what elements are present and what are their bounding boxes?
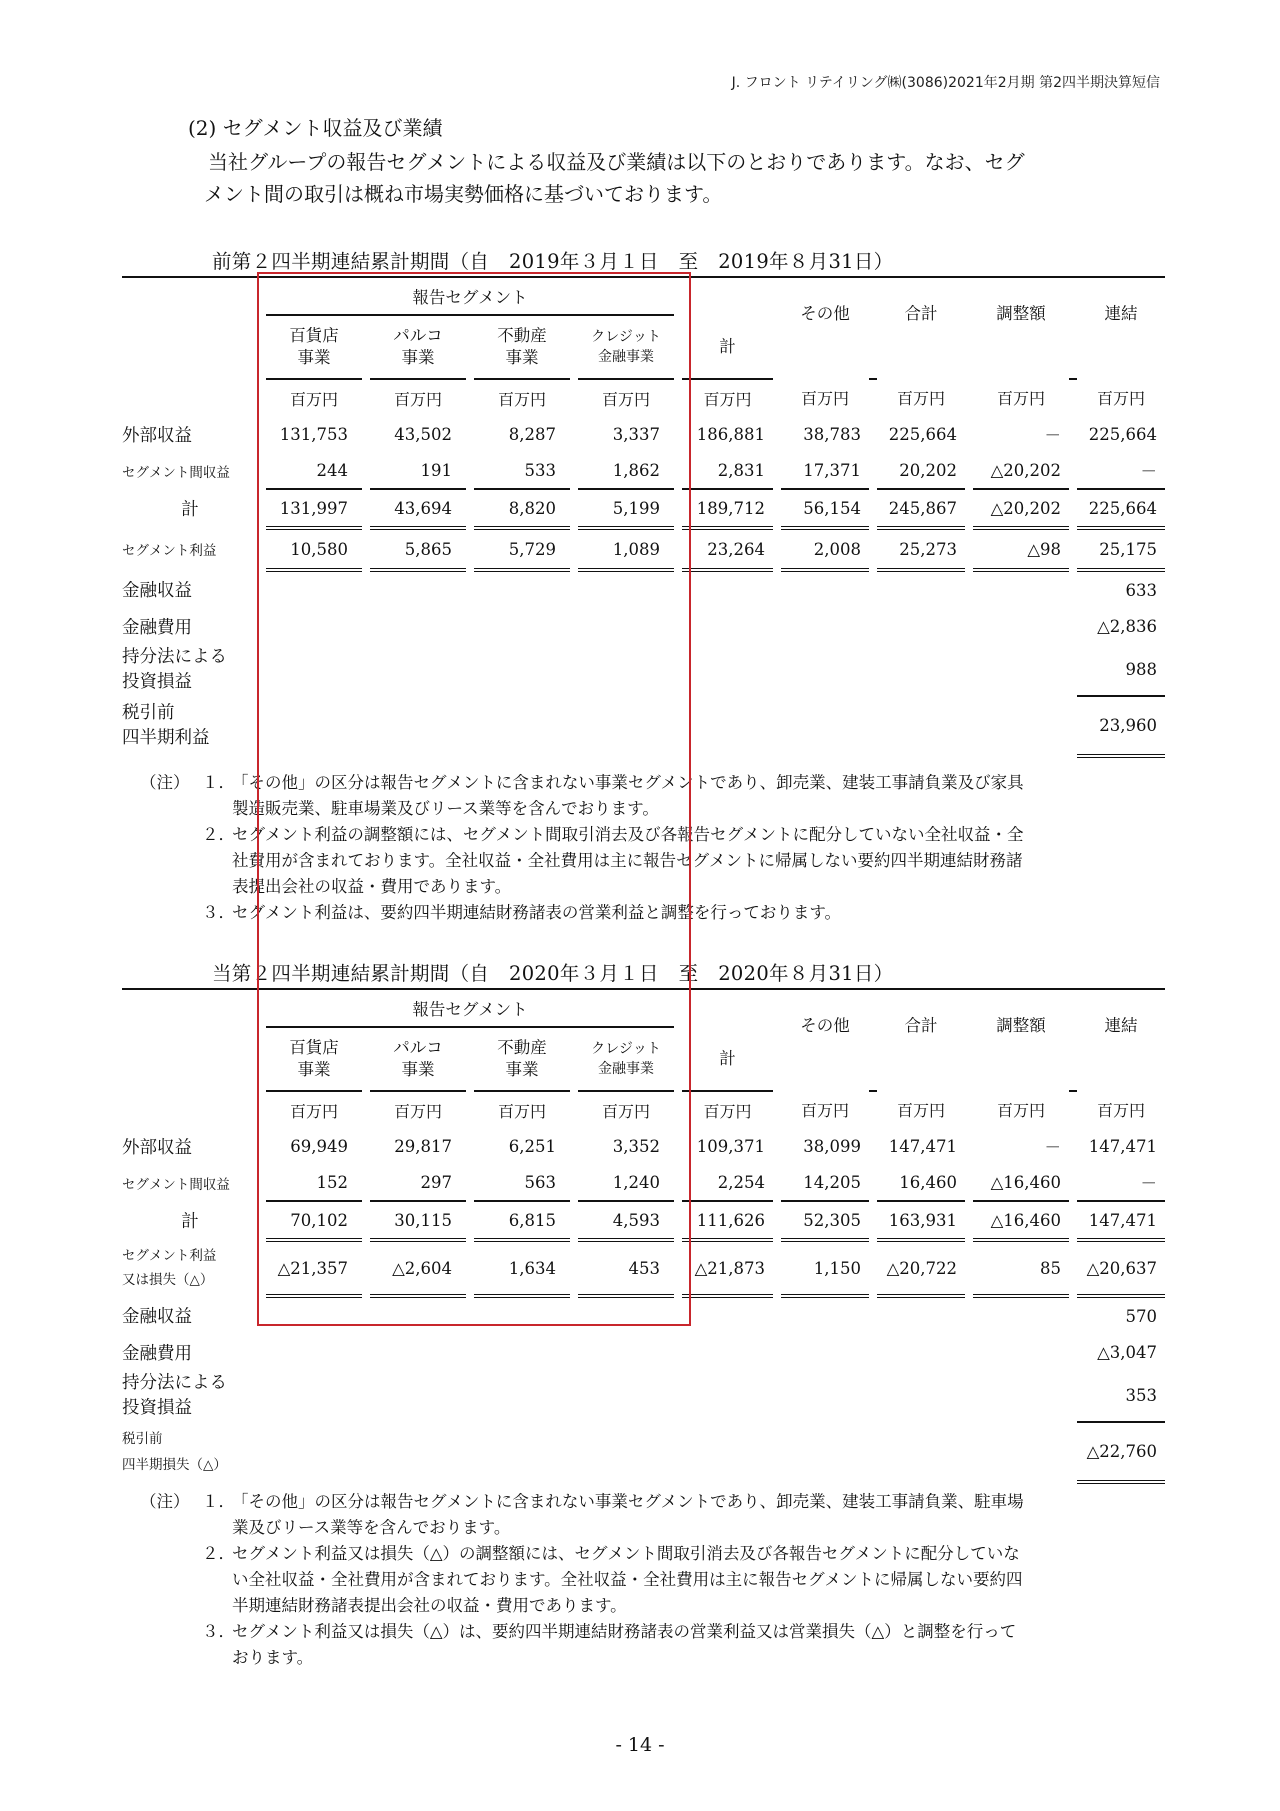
cell: 38,783 — [803, 424, 861, 444]
table-row-equity-method — [122, 1370, 1165, 1422]
cell: 131,753 — [279, 424, 348, 444]
col-header-real-estate: 不動産 事業 — [474, 1027, 570, 1091]
cell: 2,254 — [682, 1164, 773, 1201]
col-header-consolidated: 連結 — [1077, 989, 1165, 1091]
cell: 17,371 — [781, 452, 869, 489]
cell: 563 — [474, 1164, 570, 1201]
table-row-finance-costs — [122, 1334, 1165, 1370]
cell: 5,729 — [474, 528, 570, 570]
cell: 225,664 — [1077, 489, 1165, 528]
table-row-equity-method — [122, 644, 1165, 696]
cell: 353 — [1077, 1370, 1165, 1422]
unit-label: 百万円 — [896, 1101, 945, 1120]
unit-label: 百万円 — [996, 389, 1045, 408]
note-2 — [140, 822, 1180, 900]
note-text: セグメント利益は、要約四半期連結財務諸表の営業利益と調整を行っております。 — [232, 903, 842, 922]
cell: △98 — [973, 528, 1069, 570]
unit-label: 百万円 — [896, 389, 945, 408]
note-prefix: （注） — [140, 773, 190, 792]
cell: 4,593 — [578, 1201, 674, 1240]
note-number: ２． — [202, 1544, 235, 1563]
note-text: 「その他」の区分は報告セグメントに含まれない事業セグメントであり、卸売業、建装工事請負業及び家具 製造販売業、駐車場業及びリース業等を含んでおります。 — [232, 773, 1024, 818]
cell: 131,997 — [266, 489, 362, 528]
cell: △16,460 — [973, 1201, 1069, 1240]
row-label: 金融費用 — [122, 1343, 192, 1364]
table2-period-title: 当第２四半期連結累計期間（自 2020年３月１日 至 2020年８月31日） — [212, 962, 894, 985]
cell: 25,273 — [877, 528, 965, 570]
note-2 — [140, 1541, 1180, 1619]
cell: 147,471 — [888, 1136, 957, 1156]
note-1 — [140, 1489, 1180, 1541]
table-row-intersegment-revenue — [122, 452, 1165, 489]
cell: 5,865 — [370, 528, 466, 570]
table-row-total — [122, 1201, 1165, 1240]
unit-label: 百万円 — [800, 389, 849, 408]
col-header-other: その他 — [781, 989, 869, 1091]
unit-row — [122, 379, 1165, 416]
cell: 533 — [474, 452, 570, 489]
row-label: セグメント間収益 — [122, 464, 230, 481]
unit-label: 百万円 — [497, 389, 546, 409]
row-label: セグメント利益 又は損失（△） — [122, 1248, 217, 1288]
table-row-segment-profit — [122, 528, 1165, 570]
table-row-segment-profit-loss — [122, 1240, 1165, 1296]
cell: 20,202 — [877, 452, 965, 489]
col-header-credit-finance: クレジット 金融事業 — [578, 315, 674, 379]
cell: 30,115 — [370, 1201, 466, 1240]
cell: 163,931 — [877, 1201, 965, 1240]
unit-label: 百万円 — [289, 389, 338, 409]
cell: 189,712 — [682, 489, 773, 528]
col-header-adjustment: 調整額 — [973, 989, 1069, 1091]
cell: 1,634 — [474, 1240, 570, 1296]
row-label: 金融費用 — [122, 617, 192, 638]
note-number: １． — [202, 1492, 235, 1511]
table-row-loss-before-tax — [122, 1422, 1165, 1482]
unit-label: 百万円 — [601, 1101, 650, 1121]
note-text: セグメント利益の調整額には、セグメント間取引消去及び各報告セグメントに配分していない全社収益・全 社費用が含まれております。全社収益・全社費用は主に報告セグメントに帰属しない要約四半期連結財務諸 表提出会社の収益・費用であります。 — [232, 825, 1024, 896]
cell: 3,352 — [612, 1136, 660, 1156]
cell: 1,150 — [781, 1240, 869, 1296]
note-text: 「その他」の区分は報告セグメントに含まれない事業セグメントであり、卸売業、建装工事請負業、駐車場 業及びリース業等を含んでおります。 — [232, 1492, 1024, 1537]
cell: 147,471 — [1088, 1136, 1157, 1156]
cell: 5,199 — [578, 489, 674, 528]
cell: 297 — [370, 1164, 466, 1201]
cell: 8,820 — [474, 489, 570, 528]
cell: 69,949 — [290, 1136, 348, 1156]
unit-label: 百万円 — [800, 1101, 849, 1120]
cell: △20,202 — [973, 489, 1069, 528]
table-row-finance-costs — [122, 608, 1165, 644]
cell: 1,089 — [578, 528, 674, 570]
cell: － — [1044, 1138, 1061, 1157]
cell: △22,760 — [1077, 1422, 1165, 1482]
note-number: ３． — [202, 903, 235, 922]
note-text: セグメント利益又は損失（△）の調整額には、セグメント間取引消去及び各報告セグメントに配分していな い全社収益・全社費用が含まれております。全社収益・全社費用は主に報告セグメントに帰属しない要約四 半期連結財務諸表提出会社の収益・費用であります。 — [232, 1544, 1023, 1615]
header-row-group — [122, 277, 1165, 315]
unit-label: 百万円 — [703, 1101, 752, 1121]
unit-label: 百万円 — [393, 1101, 442, 1121]
col-header-consolidated: 連結 — [1077, 277, 1165, 379]
cell: 43,502 — [394, 424, 452, 444]
cell: 10,580 — [266, 528, 362, 570]
table-row-external-revenue — [122, 1128, 1165, 1164]
cell: 23,960 — [1077, 696, 1165, 756]
page-number: - 14 - — [615, 1734, 665, 1756]
note-3 — [140, 1619, 1180, 1671]
cell: － — [1044, 426, 1061, 445]
table1-period-title: 前第２四半期連結累計期間（自 2019年３月１日 至 2019年８月31日） — [212, 250, 894, 273]
table-row-external-revenue — [122, 416, 1165, 452]
segment-table-prior — [122, 276, 1165, 758]
row-label: 外部収益 — [122, 1137, 192, 1158]
cell: 109,371 — [696, 1136, 765, 1156]
row-label: 金融収益 — [122, 580, 192, 601]
cell: 2,008 — [781, 528, 869, 570]
cell: 70,102 — [266, 1201, 362, 1240]
cell: 25,175 — [1077, 528, 1165, 570]
notes-current — [140, 1489, 1180, 1671]
cell: 152 — [266, 1164, 362, 1201]
row-label: 金融収益 — [122, 1306, 192, 1327]
row-label: 税引前 四半期利益 — [122, 703, 210, 748]
cell: 29,817 — [394, 1136, 452, 1156]
row-label: 計 — [181, 1212, 199, 1232]
table-row-profit-before-tax — [122, 696, 1165, 756]
table-row-finance-income — [122, 1296, 1165, 1334]
note-text: セグメント利益又は損失（△）は、要約四半期連結財務諸表の営業利益又は営業損失（△）と調整を行って おります。 — [232, 1622, 1017, 1667]
cell: 453 — [578, 1240, 674, 1296]
row-label: セグメント間収益 — [122, 1176, 230, 1193]
unit-label: 百万円 — [601, 389, 650, 409]
intro-line-1: 当社グループの報告セグメントによる収益及び業績は以下のとおりであります。なお、セグ — [208, 150, 1025, 174]
notes-prior — [140, 770, 1180, 926]
cell: 16,460 — [877, 1164, 965, 1201]
cell: 6,251 — [508, 1136, 556, 1156]
note-number: ２． — [202, 825, 235, 844]
note-3 — [140, 900, 1180, 926]
cell: 225,664 — [888, 424, 957, 444]
col-header-subtotal: 計 — [682, 315, 773, 379]
unit-label: 百万円 — [1096, 389, 1145, 408]
intro-line-2: メント間の取引は概ね市場実勢価格に基づいております。 — [204, 182, 723, 206]
cell: 225,664 — [1088, 424, 1157, 444]
unit-label: 百万円 — [289, 1101, 338, 1121]
cell: 6,815 — [474, 1201, 570, 1240]
segment-table-current — [122, 988, 1165, 1484]
unit-row — [122, 1091, 1165, 1128]
unit-label: 百万円 — [1096, 1101, 1145, 1120]
cell: 244 — [266, 452, 362, 489]
cell: 245,867 — [877, 489, 965, 528]
group-header-reporting-segments: 報告セグメント — [266, 989, 674, 1027]
cell: 111,626 — [682, 1201, 773, 1240]
cell: 8,287 — [508, 424, 556, 444]
cell: △20,722 — [877, 1240, 965, 1296]
unit-label: 百万円 — [393, 389, 442, 409]
section-heading: (2) セグメント収益及び業績 — [188, 116, 443, 140]
cell: △3,047 — [1097, 1342, 1157, 1362]
cell: 43,694 — [370, 489, 466, 528]
unit-label: 百万円 — [996, 1101, 1045, 1120]
header-row-group — [122, 989, 1165, 1027]
cell: 23,264 — [682, 528, 773, 570]
cell: 56,154 — [781, 489, 869, 528]
col-header-other: その他 — [781, 277, 869, 379]
note-number: １． — [202, 773, 235, 792]
col-header-total: 合計 — [877, 277, 965, 379]
cell: 14,205 — [781, 1164, 869, 1201]
col-header-credit-finance: クレジット 金融事業 — [578, 1027, 674, 1091]
col-header-subtotal: 計 — [682, 1027, 773, 1091]
note-prefix: （注） — [140, 1492, 190, 1511]
note-1 — [140, 770, 1180, 822]
cell: 85 — [973, 1240, 1069, 1296]
cell: 52,305 — [781, 1201, 869, 1240]
col-header-department-store: 百貨店 事業 — [266, 1027, 362, 1091]
table-row-total — [122, 489, 1165, 528]
cell: 633 — [1125, 580, 1157, 600]
cell: 147,471 — [1077, 1201, 1165, 1240]
row-label: 持分法による 投資損益 — [122, 1373, 227, 1418]
cell: △21,873 — [682, 1240, 773, 1296]
cell: － — [1077, 452, 1165, 489]
document-reference: J. フロント リテイリング㈱(3086)2021年2月期 第2四半期決算短信 — [731, 75, 1160, 91]
col-header-parco: パルコ 事業 — [370, 315, 466, 379]
col-header-department-store: 百貨店 事業 — [266, 315, 362, 379]
cell: 1,240 — [578, 1164, 674, 1201]
cell: △16,460 — [973, 1164, 1069, 1201]
note-number: ３． — [202, 1622, 235, 1641]
row-label: 外部収益 — [122, 425, 192, 446]
cell: 1,862 — [578, 452, 674, 489]
cell: △20,637 — [1077, 1240, 1165, 1296]
col-header-real-estate: 不動産 事業 — [474, 315, 570, 379]
row-label: セグメント利益 — [122, 543, 217, 559]
cell: 988 — [1077, 644, 1165, 696]
intro-paragraph — [204, 146, 1168, 210]
cell: △21,357 — [266, 1240, 362, 1296]
cell: － — [1077, 1164, 1165, 1201]
cell: 191 — [370, 452, 466, 489]
row-label: 税引前 四半期損失（△） — [122, 1431, 227, 1473]
table-row-finance-income — [122, 570, 1165, 608]
unit-label: 百万円 — [703, 389, 752, 409]
cell: 186,881 — [696, 424, 765, 444]
group-header-reporting-segments: 報告セグメント — [266, 277, 674, 315]
cell: △2,604 — [370, 1240, 466, 1296]
row-label: 計 — [181, 500, 199, 520]
unit-label: 百万円 — [497, 1101, 546, 1121]
cell: 3,337 — [612, 424, 660, 444]
cell: 570 — [1125, 1306, 1157, 1326]
cell: △2,836 — [1097, 616, 1157, 636]
cell: △20,202 — [973, 452, 1069, 489]
cell: 38,099 — [803, 1136, 861, 1156]
row-label: 持分法による 投資損益 — [122, 647, 227, 692]
col-header-adjustment: 調整額 — [973, 277, 1069, 379]
cell: 2,831 — [682, 452, 773, 489]
col-header-total: 合計 — [877, 989, 965, 1091]
col-header-parco: パルコ 事業 — [370, 1027, 466, 1091]
table-row-intersegment-revenue — [122, 1164, 1165, 1201]
